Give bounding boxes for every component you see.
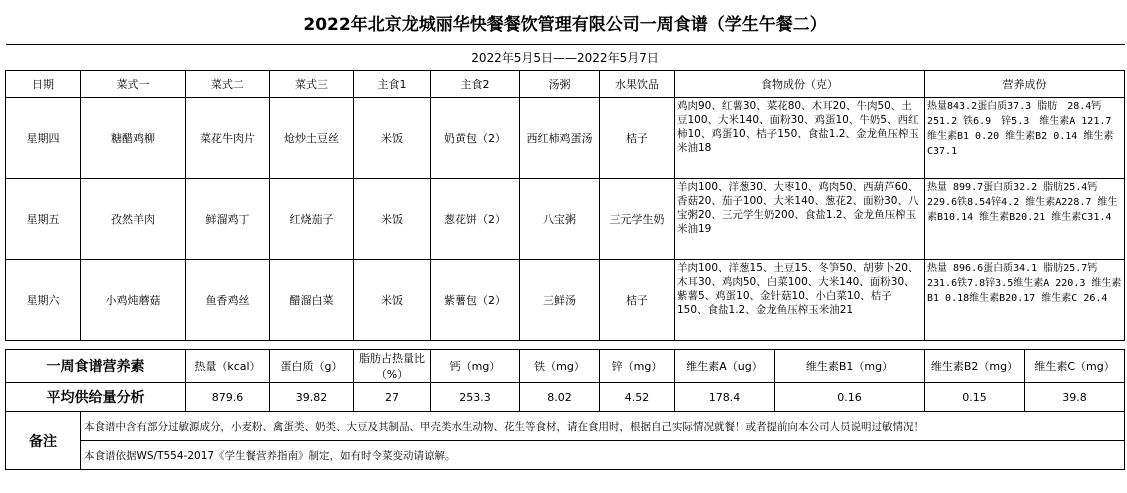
staple2-cell: 葱花饼（2） — [431, 179, 520, 260]
summary-label-bottom: 平均供给量分析 — [6, 383, 186, 412]
notes-label: 备注 — [6, 412, 81, 470]
summary-val-zinc: 4.52 — [600, 383, 675, 412]
soup-cell: 三鲜汤 — [520, 260, 600, 341]
soup-cell: 西红柿鸡蛋汤 — [520, 98, 600, 179]
header-nutrition: 营养成份 — [925, 71, 1125, 98]
summary-col-vitb1: 维生素B1（mg） — [775, 350, 925, 383]
ingredients-cell: 羊肉100、洋葱30、大枣10、鸡肉50、西葫芦60、香菇20、茄子100、大米140、葱花2、面粉30、八宝粥20、三元学生奶200、食盐1.2、金龙鱼压榨玉米油19 — [675, 179, 925, 260]
dish3-cell: 红烧茄子 — [270, 179, 354, 260]
summary-val-calcium: 253.3 — [431, 383, 520, 412]
staple2-cell: 紫薯包（2） — [431, 260, 520, 341]
summary-col-protein: 蛋白质（g） — [270, 350, 354, 383]
ingredients-cell: 羊肉100、洋葱15、土豆15、冬笋50、胡萝卜20、木耳30、鸡肉50、白菜100、大米140、面粉30、紫薯5、鸡蛋10、金针菇10、小白菜10、桔子150、食盐1.2、金龙鱼压榨玉米油21 — [675, 260, 925, 341]
menu-table — [5, 0, 1125, 470]
staple1-cell: 米饭 — [354, 260, 431, 341]
table-row — [6, 98, 1125, 179]
header-ingredients: 食物成份（克） — [675, 71, 925, 98]
staple2-cell: 奶黄包（2） — [431, 98, 520, 179]
summary-col-vitc: 维生素C（mg） — [1025, 350, 1125, 383]
nutrition-cell: 热量843.2蛋白质37.3 脂肪 28.4钙 251.2 铁6.9 锌5.3 维生素A 121.7 维生素B1 0.20 维生素B2 0.14 维生素C37.1 — [925, 98, 1125, 179]
summary-col-fat: 脂肪占热量比（%） — [354, 350, 431, 383]
summary-val-energy: 879.6 — [186, 383, 270, 412]
dish1-cell: 小鸡炖蘑菇 — [81, 260, 186, 341]
summary-col-iron: 铁（mg） — [520, 350, 600, 383]
table-row — [6, 179, 1125, 260]
header-dish2: 菜式二 — [186, 71, 270, 98]
staple1-cell: 米饭 — [354, 98, 431, 179]
summary-val-iron: 8.02 — [520, 383, 600, 412]
dish1-cell: 孜然羊肉 — [81, 179, 186, 260]
header-dish1: 菜式一 — [81, 71, 186, 98]
ingredients-cell: 鸡肉90、红薯30、菜花80、木耳20、牛肉50、土豆100、大米140、面粉30、鸡蛋10、牛奶5、西红柿10、鸡蛋10、桔子150、食盐1.2、金龙鱼压榨玉米油18 — [675, 98, 925, 179]
day-cell: 星期五 — [6, 179, 81, 260]
soup-cell: 八宝粥 — [520, 179, 600, 260]
notes-row — [6, 412, 1125, 441]
summary-col-calcium: 钙（mg） — [431, 350, 520, 383]
summary-header-row — [6, 350, 1125, 383]
dish3-cell: 炝炒土豆丝 — [270, 98, 354, 179]
header-staple2: 主食2 — [431, 71, 520, 98]
summary-val-vitc: 39.8 — [1025, 383, 1125, 412]
notes-row — [6, 441, 1125, 470]
header-staple1: 主食1 — [354, 71, 431, 98]
header-date: 日期 — [6, 71, 81, 98]
notes-allergy: 本食谱中含有部分过敏源成分，小麦粉、禽蛋类、奶类、大豆及其制品、甲壳类水生动物、花生等食材，请在食用时，根据自己实际情况就餐！或者提前向本公司人员说明过敏情况！ — [81, 412, 1125, 441]
fruit-cell: 三元学生奶 — [600, 179, 675, 260]
header-dish3: 菜式三 — [270, 71, 354, 98]
dish2-cell: 菜花牛肉片 — [186, 98, 270, 179]
nutrition-cell: 热量 896.6蛋白质34.1 脂肪25.7钙231.6铁7.8锌3.5维生素A 220.3 维生素B1 0.18维生素B20.17 维生素C 26.4 — [925, 260, 1125, 341]
summary-col-energy: 热量（kcal） — [186, 350, 270, 383]
day-cell: 星期四 — [6, 98, 81, 179]
summary-label-top: 一周食谱营养素 — [6, 350, 186, 383]
summary-col-vitb2: 维生素B2（mg） — [925, 350, 1025, 383]
summary-col-zinc: 锌（mg） — [600, 350, 675, 383]
header-soup: 汤粥 — [520, 71, 600, 98]
summary-val-protein: 39.82 — [270, 383, 354, 412]
spacer-row — [6, 341, 1125, 350]
dish2-cell: 鲜溜鸡丁 — [186, 179, 270, 260]
summary-val-vitb2: 0.15 — [925, 383, 1025, 412]
dish3-cell: 醋溜白菜 — [270, 260, 354, 341]
summary-val-vitb1: 0.16 — [775, 383, 925, 412]
dish2-cell: 鱼香鸡丝 — [186, 260, 270, 341]
summary-col-vita: 维生素A（ug） — [675, 350, 775, 383]
header-fruit: 水果饮品 — [600, 71, 675, 98]
nutrition-cell: 热量 899.7蛋白质32.2 脂肪25.4钙229.6铁8.54锌4.2 维生素A228.7 维生素B10.14 维生素B20.21 维生素C31.4 — [925, 179, 1125, 260]
summary-val-vita: 178.4 — [675, 383, 775, 412]
header-row — [6, 71, 1125, 98]
summary-value-row — [6, 383, 1125, 412]
fruit-cell: 桔子 — [600, 260, 675, 341]
page-title: 2022年北京龙城丽华快餐餐饮管理有限公司一周食谱（学生午餐二） — [303, 14, 827, 35]
notes-standard: 本食谱依据WS/T554-2017《学生餐营养指南》制定，如有时令菜变动请谅解。 — [81, 441, 1125, 470]
day-cell: 星期六 — [6, 260, 81, 341]
staple1-cell: 米饭 — [354, 179, 431, 260]
fruit-cell: 桔子 — [600, 98, 675, 179]
date-range: 2022年5月5日——2022年5月7日 — [6, 45, 1125, 71]
summary-val-fat: 27 — [354, 383, 431, 412]
table-row — [6, 260, 1125, 341]
dish1-cell: 糖醋鸡柳 — [81, 98, 186, 179]
